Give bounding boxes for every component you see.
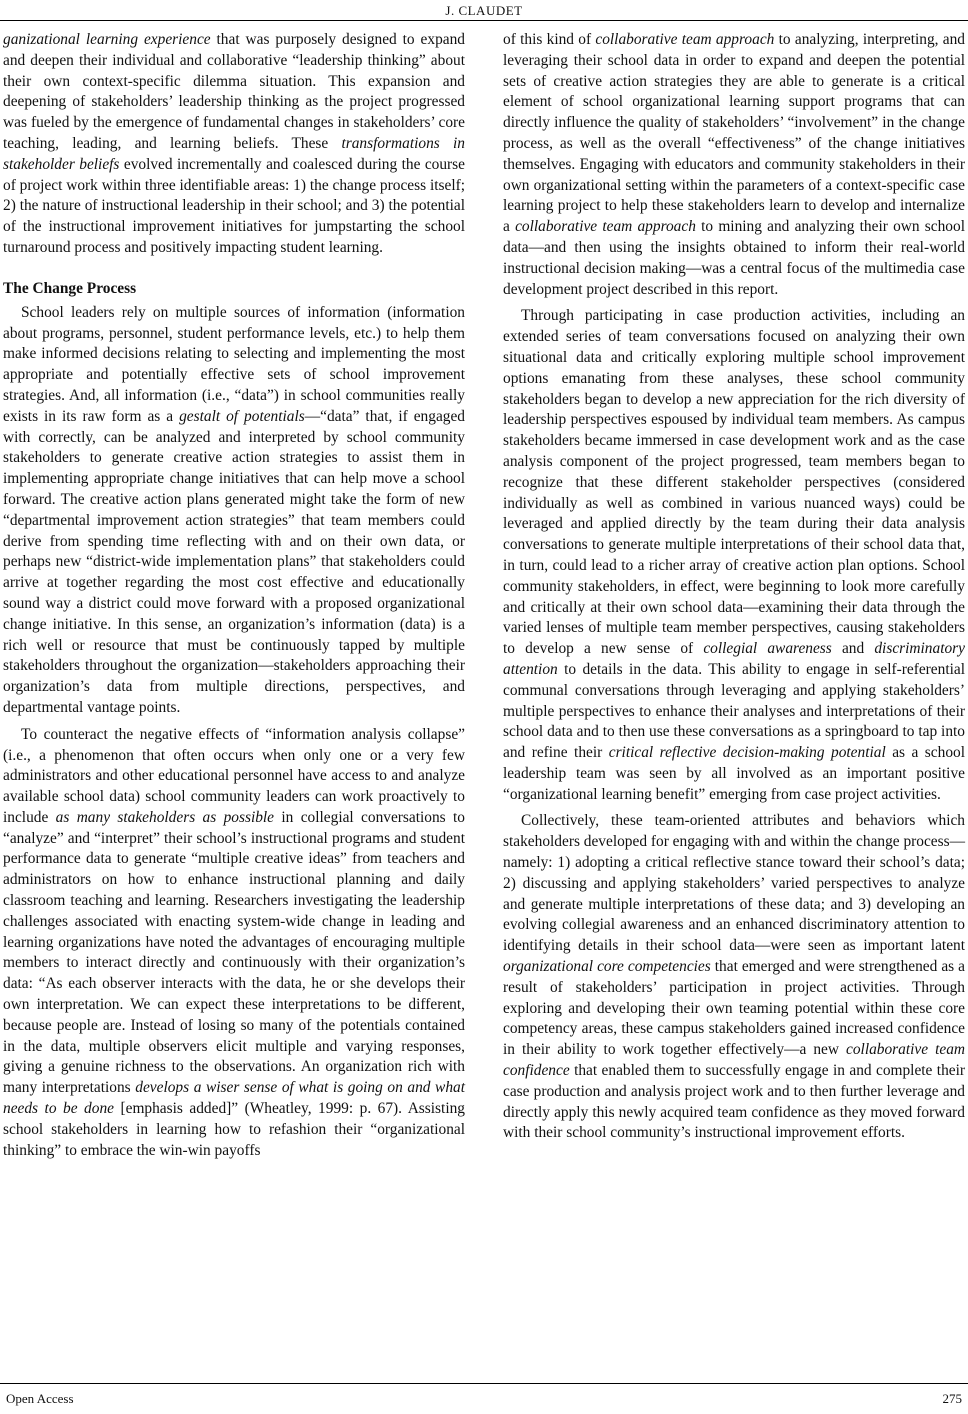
text-run: evolved incrementally and coalesced during the course of project work within three identifiable areas: 1) the change process itself; 2) the nature of instructional leadership in their school; and 3) the potential of the instructional improvement initiatives for jumpstarting the school turnaround process and positively impacting student learning. [3, 155, 466, 256]
text-run: to analyzing, interpreting, and leveraging their school data in order to expand and deepen the potential sets of creative action strategies they are able to generate is a critical element of school organizational learning support programs that can directly influence the quality of stakeholders’ “involvement” in the change process, as well as the overall “effectiveness” of the change initiatives themselves. Engaging with educators and community stakeholders in their own organizational setting within the parameters of a context-specific case learning project to help these stakeholders learn to develop and internalize a [503, 31, 965, 236]
text-run: and [831, 640, 875, 658]
emphasis: organizational core competencies [503, 958, 711, 976]
paragraph [503, 306, 965, 805]
emphasis: collaborative team confidence [503, 1041, 966, 1080]
emphasis: as many stakeholders as possible [55, 808, 275, 826]
emphasis: collegial awareness [703, 640, 832, 658]
emphasis: develops a wiser sense of what is going on and what needs to be done [3, 1079, 465, 1118]
text-run: that was purposely designed to expand and deepen their individual and collaborative “leadership thinking” about their own context-specific dilemma situation. This expansion and deepening of stakeholders’ leadership thinking as the project progressed was fueled by the emergence of fundamental changes in stakeholders’ core teaching, leading, and learning beliefs. These [3, 31, 465, 152]
text-run: in collegial conversations to “analyze” and “interpret” their school’s instructional programs and student performance data to generate “multiple creative ideas” from teachers and administrators on how to enhance instructional planning and daily classroom teaching and learning. Researchers investigating the leadership challenges associated with enacting system-wide change in leading and learning organizations have noted the advantages of encouraging multiple members to interact directly and continuously with their organization’s data: “As each observer interacts with the data, he or she develops their own interpretation. We can expect these interpretations to be different, because people are. Instead of losing so many of the potentials contained in the data, multiple observers elicit multiple and varying responses, giving a genuine richness to the observations. An organization rich with many interpretations [3, 808, 465, 1097]
emphasis: transformations in stakeholder beliefs [3, 134, 465, 173]
emphasis: discriminatory attention [503, 640, 965, 678]
text-run: [emphasis added]” (Wheatley, 1999: p. 67). Assisting school stakeholders in learning how to refashion their “organizational thinking” to embrace the win-win payoffs [3, 1100, 465, 1159]
emphasis: collaborative team approach [595, 31, 775, 48]
paragraph [3, 725, 465, 1162]
text-run: School leaders rely on multiple sources of information (information about programs, personnel, student performance levels, etc.) to help them make informed decisions relating to selecting and implementing the most appropriate and potentially effective sets of school improvement strategies. And, all information (i.e., “data”) in school communities really exists in its raw form as a [3, 303, 465, 425]
text-run: that enabled them to successfully engage in and complete their case production and analysis project work and to then further leverage and directly apply this newly acquired team confidence as they moved forward with their school community’s instructional improvement efforts. [503, 1062, 965, 1142]
text-run: To counteract the negative effects of “information analysis collapse” (i.e., a phenomenon that often occurs when only one or a very few administrators and other educational personnel have access to and analyze available school data) school community leaders can work proactively to include [3, 725, 465, 826]
text-run: of this kind of [503, 31, 596, 48]
text-run: Collectively, these team-oriented attributes and behaviors which stakeholders developed for engaging with and within the change process—namely: 1) adopting a critical reflective stance toward their school’s data; 2) discussing and applying stakeholders’ varied perspectives to analyze and generate multiple interpretations of these data; and 3) developing an evolving collegial awareness and an enhanced discriminatory attention to identifying details in their school data—were seen as important latent [503, 812, 966, 955]
footer-open-access: Open Access [6, 1391, 74, 1406]
text-run: Through participating in case production activities, including an extended series of team conversations focused on analyzing their own situational data and critically exploring multiple school improvement options emanating from these analyses, these school community stakeholders began to develop a new appreciation for the rich diversity of leadership perspectives espoused by individual team members. As campus stakeholders became immersed in case development work and as the case analysis component of the project progressed, team members began to recognize that these different stakeholder perspectives (considered individually as well as combined in various nuanced ways) could be leveraged and applied directly by the team during their data analysis conversations to generate multiple interpretations of their school data that, in turn, could lead to a richer array of creative action plan options. School community stakeholders, in effect, were beginning to look more carefully and critically at their own school data—examining their data through the varied lenses of multiple team member perspectives, causing stakeholders to develop a new sense of [503, 307, 965, 658]
left-column [3, 30, 465, 1161]
text-run: to mining and analyzing their own school data—and then using the insights obtained to inform their real-world instructional decision making—was a central focus of the multimedia case development project described in this report. [503, 218, 965, 298]
header-divider [0, 20, 968, 21]
running-header: J. CLAUDET [445, 3, 523, 18]
page-number: 275 [942, 1391, 962, 1406]
paragraph [3, 303, 465, 719]
right-column [503, 30, 965, 1144]
emphasis: collaborative team approach [515, 218, 696, 236]
emphasis: critical reflective decision-making potential [608, 744, 886, 762]
emphasis: ganizational learning experience [3, 31, 211, 48]
section-heading: The Change Process [3, 279, 137, 297]
text-run: —“data” that, if engaged with correctly, can be analyzed and interpreted by school community stakeholders to generate creative action strategies to assist them in implementing appropriate change initiatives that can help move a school forward. The creative action plans generated might take the form of new “departmental improvement action strategies” that team members could derive from spending time reflecting with and on their own data, or perhaps new “district-wide implementation plans” that stakeholders could arrive at together regarding the most cost effective and educationally sound way a district could move forward with a proposed organizational change initiative. In this sense, an organization’s information (data) is a rich well or resource that must be continuously tapped by multiple stakeholders throughout the organization—stakeholders approaching their organization’s data from multiple directions, perspectives, and departmental vantage points. [3, 407, 465, 716]
paragraph [503, 30, 965, 300]
emphasis: gestalt of potentials [179, 407, 305, 425]
paragraph [503, 811, 965, 1144]
text-run: that emerged and were strengthened as a result of stakeholders’ participation in project activities. Through exploring and developing their own teaming potential within these core competency areas, these campus stakeholders gained increased confidence in their ability to work together effectively—a new [503, 958, 965, 1059]
footer-divider [0, 1383, 968, 1384]
text-run: as a school leadership team was seen by all involved as an important positive “organizational learning benefit” emerging from case project activities. [503, 744, 965, 803]
paragraph [3, 30, 465, 259]
text-run: to details in the data. This ability to engage in self-referential communal conversations through leveraging and applying stakeholders’ multiple perspectives to enhance their analyses and interpretations of their school data and to then use these conversations as a springboard to tap into and refine their [503, 660, 965, 762]
